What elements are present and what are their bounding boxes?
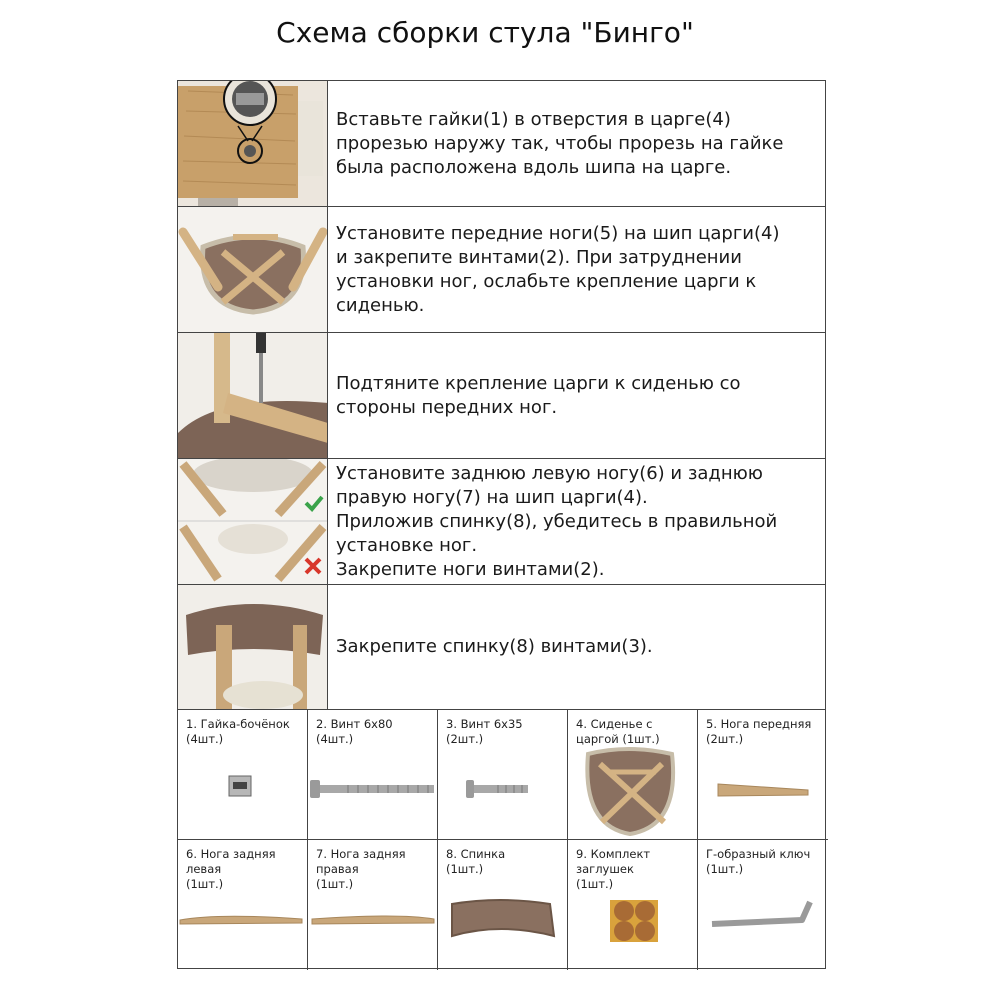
part-4-label: 4. Сиденье с царгой (1шт.): [576, 717, 660, 746]
part-6: [178, 840, 308, 970]
part-1: [178, 710, 308, 840]
part-7: [308, 840, 438, 970]
part-3-label: 3. Винт 6х35 (2шт.): [446, 717, 523, 746]
step-1: [178, 81, 825, 207]
backrest-icon: [438, 840, 568, 968]
part-8: [438, 840, 568, 970]
part-5: [698, 710, 828, 840]
part-10-label: Г-образный ключ (1шт.): [706, 847, 811, 876]
step-4-text: Установите заднюю левую ногу(6) и заднюю правую ногу(7) на шип царги(4). Приложив спинку(8), убедитесь в правильной установке ног. Закрепите ноги винтами(2).: [336, 462, 778, 580]
page-title: Схема сборки стула "Бинго": [276, 16, 694, 49]
part-5-label: 5. Нога передняя (2шт.): [706, 717, 812, 746]
part-7-label: 7. Нога задняя правая (1шт.): [316, 847, 406, 891]
part-9: [568, 840, 698, 970]
step-1-text: Вставьте гайки(1) в отверстия в царге(4) прорезью наружу так, чтобы прорезь на гайке была расположена вдоль шипа на царге.: [336, 108, 784, 178]
step-5: [178, 585, 825, 709]
parts-list-table: [177, 709, 826, 969]
step-4: [178, 459, 825, 585]
hex-key-icon: [698, 840, 826, 968]
part-4: [568, 710, 698, 840]
caps-set-icon: [568, 840, 698, 968]
step-1-photo: [178, 81, 328, 206]
assembly-steps-table: [177, 80, 826, 710]
long-screw-icon: [308, 710, 438, 840]
short-screw-icon: [438, 710, 568, 840]
part-10: [698, 840, 828, 970]
step-2-photo: [178, 207, 328, 332]
step-5-text: Закрепите спинку(8) винтами(3).: [336, 636, 653, 657]
part-9-label: 9. Комплект заглушек (1шт.): [576, 847, 651, 891]
front-leg-icon: [698, 710, 826, 840]
part-8-label: 8. Спинка (1шт.): [446, 847, 506, 876]
step-3-photo: [178, 333, 328, 458]
rear-left-leg-icon: [178, 840, 308, 968]
step-2: [178, 207, 825, 333]
part-1-label: 1. Гайка-бочёнок (4шт.): [186, 717, 290, 746]
barrel-nut-icon: [178, 710, 308, 840]
part-2: [308, 710, 438, 840]
part-3: [438, 710, 568, 840]
part-2-label: 2. Винт 6х80 (4шт.): [316, 717, 393, 746]
step-2-text: Установите передние ноги(5) на шип царги(4) и закрепите винтами(2). При затруднении установки ног, ослабьте крепление царги к сиденью.: [336, 222, 780, 316]
step-5-photo: [178, 585, 328, 709]
part-6-label: 6. Нога задняя левая (1шт.): [186, 847, 276, 891]
step-3: [178, 333, 825, 459]
seat-icon: [568, 710, 698, 840]
rear-right-leg-icon: [308, 840, 438, 968]
step-3-text: Подтяните крепление царги к сиденью со стороны передних ног.: [336, 372, 741, 418]
step-4-photo: [178, 459, 328, 584]
